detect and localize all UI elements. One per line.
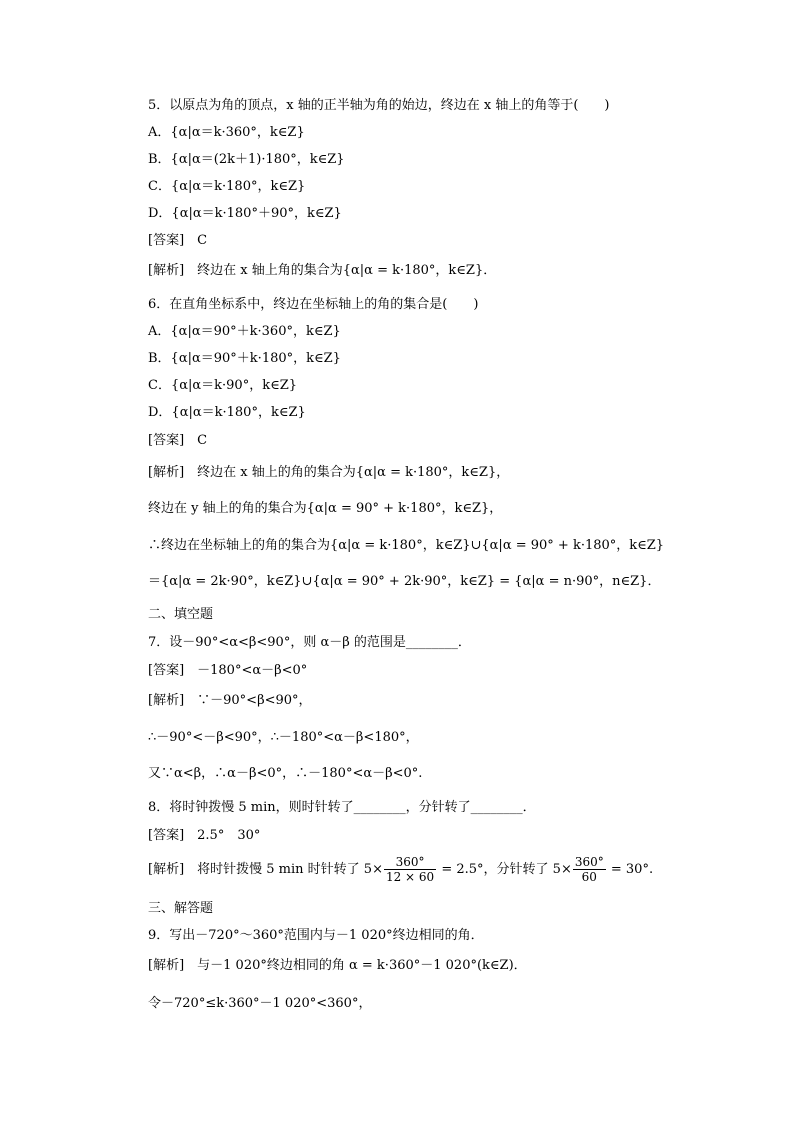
text-line: 8．将时钟拨慢 5 min，则时针转了________，分针转了________． (148, 800, 536, 815)
text-line: 终边在 y 轴上的角的集合为{α|α = 90° + k·180°，k∈Z}， (148, 501, 503, 516)
text-line: 二、填空题 (148, 607, 214, 622)
text-line: [解析] 终边在 x 轴上的角的集合为{α|α = k·180°，k∈Z}， (148, 465, 510, 480)
text-line: A．{α|α＝k·360°，k∈Z} (148, 125, 305, 140)
q8-analysis-suffix: = 30°. (606, 862, 654, 877)
fraction-hour (384, 855, 436, 884)
text-line: 令－720°≤k·360°－1 020°<360°， (148, 996, 372, 1011)
text-line: C．{α|α＝k·90°，k∈Z} (148, 378, 298, 393)
text-line: 三、解答题 (148, 901, 214, 916)
text-line: ＝{α|α = 2k·90°，k∈Z}∪{α|α = 90° + 2k·90°，k∈Z} = {α|α = n·90°，n∈Z}． (148, 574, 661, 589)
text-line: [解析] 终边在 x 轴上角的集合为{α|α = k·180°，k∈Z}． (148, 263, 497, 278)
text-line: [解析] ∵－90°<β<90°， (148, 693, 312, 708)
q8-analysis-line (148, 855, 653, 884)
fraction-minute-numerator: 360° (574, 855, 604, 869)
q8-analysis-prefix: [解析] 将时针拨慢 5 min 时针转了 5× (148, 862, 383, 877)
text-line: D．{α|α＝k·180°＋90°，k∈Z} (148, 206, 342, 221)
text-line: 6．在直角坐标系中，终边在坐标轴上的角的集合是( ) (148, 297, 479, 312)
text-line: [答案] 2.5° 30° (148, 828, 261, 843)
text-line: [答案] C (148, 433, 208, 448)
text-line: C．{α|α＝k·180°，k∈Z} (148, 179, 306, 194)
text-line: [答案] －180°<α－β<0° (148, 663, 308, 678)
fraction-hour-numerator: 360° (384, 855, 436, 870)
text-line: ∴终边在坐标轴上的角的集合为{α|α = k·180°，k∈Z}∪{α|α = 90° + k·180°，k∈Z} (148, 538, 665, 553)
text-line: A．{α|α＝90°＋k·360°，k∈Z} (148, 324, 341, 339)
fraction-hour-denominator: 12 × 60 (385, 870, 435, 884)
text-line: 5．以原点为角的顶点，x 轴的正半轴为角的始边，终边在 x 轴上的角等于( ) (148, 98, 610, 113)
text-line: ∴－90°<－β<90°，∴－180°<α－β<180°， (148, 730, 419, 745)
text-line: 又∵α<β，∴α－β<0°，∴－180°<α－β<0°. (148, 766, 423, 781)
text-line: B．{α|α＝90°＋k·180°，k∈Z} (148, 351, 341, 366)
text-line: [解析] 与－1 020°终边相同的角 α = k·360°－1 020°(k∈Z)． (148, 958, 527, 973)
q8-analysis-mid: = 2.5°，分针转了 5× (437, 862, 572, 877)
text-line: 7．设－90°<α<β<90°，则 α－β 的范围是________． (148, 635, 471, 650)
fraction-minute-denominator: 60 (581, 870, 597, 884)
text-line: B．{α|α＝(2k＋1)·180°，k∈Z} (148, 152, 345, 167)
text-line: D．{α|α＝k·180°，k∈Z} (148, 405, 306, 420)
fraction-minute (573, 855, 606, 884)
text-line: [答案] C (148, 233, 208, 248)
text-line: 9．写出－720°～360°范围内与－1 020°终边相同的角． (148, 928, 484, 943)
